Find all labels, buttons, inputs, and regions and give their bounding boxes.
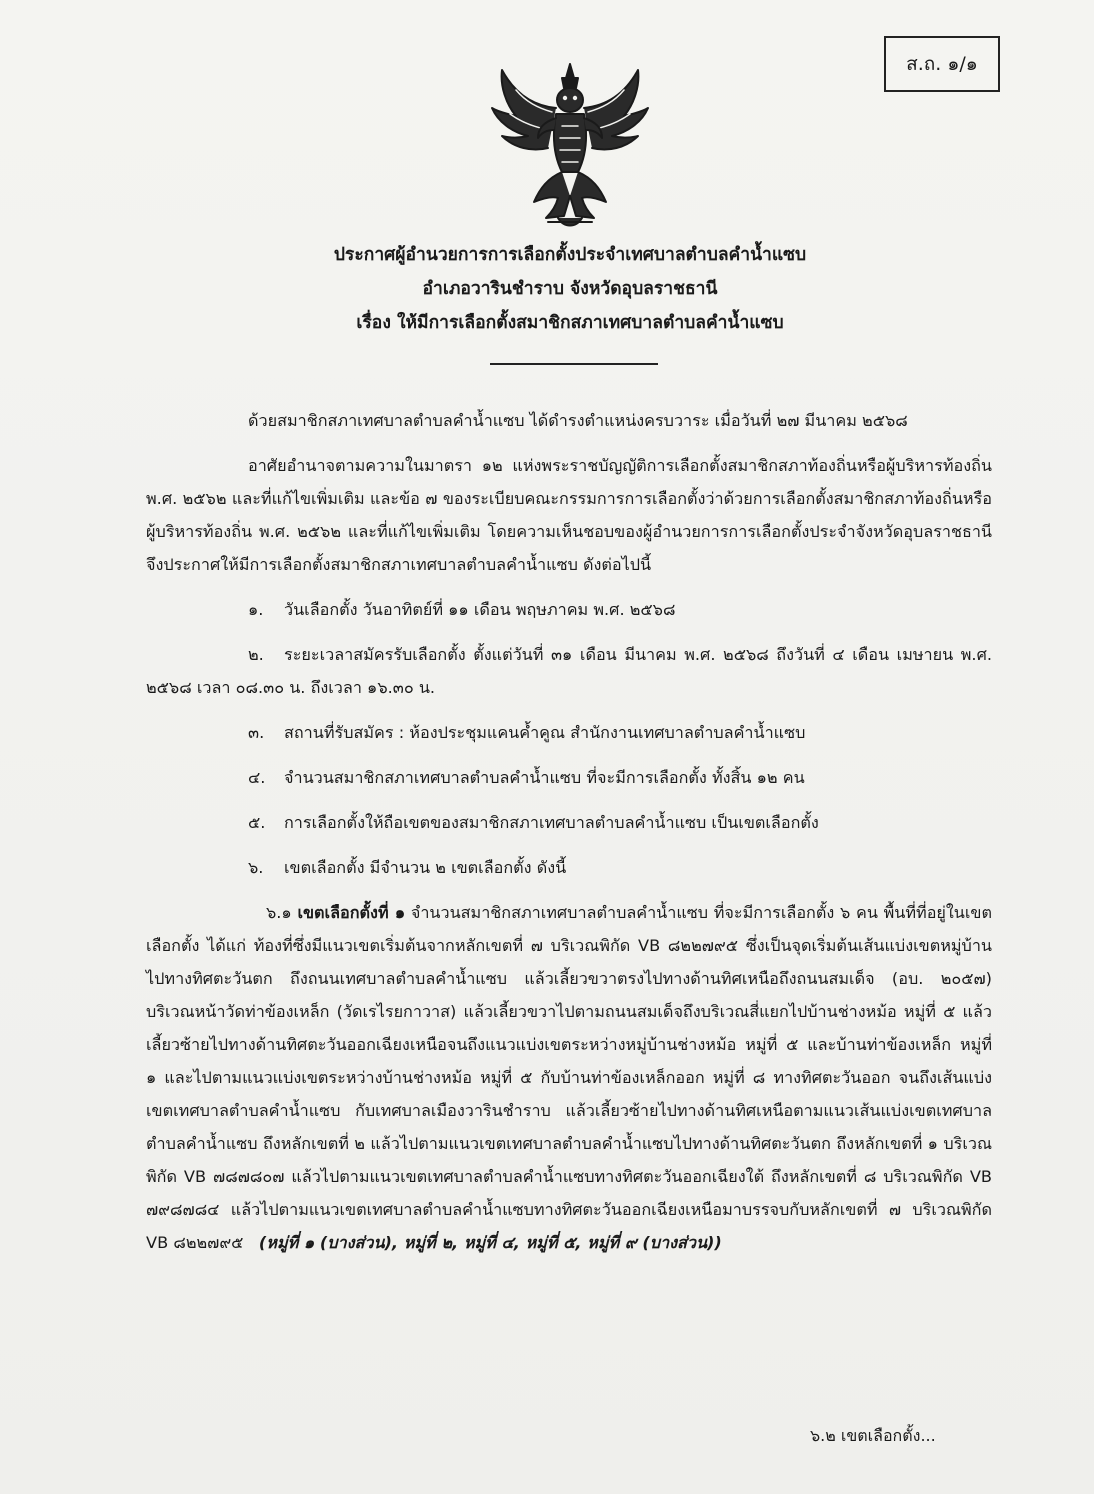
form-code-label: ส.ถ. ๑/๑ [906,53,978,75]
district-number: ๖.๑ [266,903,292,922]
district-1-paragraph [146,896,992,1259]
list-item-text: จำนวนสมาชิกสภาเทศบาลตำบลคำน้ำแซบ ที่จะมีการเลือกตั้ง ทั้งสิ้น ๑๒ คน [284,768,805,787]
announcement-body [146,404,992,1271]
list-item [146,851,992,884]
paragraph-term-end: ด้วยสมาชิกสภาเทศบาลตำบลคำน้ำแซบ ได้ดำรงตำแหน่งครบวาระ เมื่อวันที่ ๒๗ มีนาคม ๒๕๖๘ [248,411,908,430]
district-description: จำนวนสมาชิกสภาเทศบาลตำบลคำน้ำแซบ ที่จะมีการเลือกตั้ง ๖ คน พื้นที่ที่อยู่ในเขตเลือกตั้ง ได้แก่ ท้องที่ซึ่งมีแนวเขตเริ่มต้นจากหลักเขตที่ ๗ บริเวณพิกัด VB ๘๒๒๗๙๕ ซึ่งเป็นจุดเริ่มต้นเส้นแบ่งเขตหมู่บ้านไปทางทิศตะวันตก ถึงถนนเทศบาลตำบลคำน้ำแซบ แล้วเลี้ยวขวาตรงไปทางด้านทิศเหนือถึงถนนสมเด็จ (อบ. ๒๐๕๗) บริเวณหน้าวัดท่าข้องเหล็ก (วัดเรไรยกาวาส) แล้วเลี้ยวขวาไปตามถนนสมเด็จถึงบริเวณสี่แยกไปบ้านช่างหม้อ หมู่ที่ ๕ แล้วเลี้ยวซ้ายไปทางด้านทิศตะวันออกเฉียงเหนือจนถึงแนวแบ่งเขตระหว่างหมู่บ้านช่างหม้อ หมู่ที่ ๕ และบ้านท่าข้องเหล็ก หมู่ที่ ๑ และไปตามแนวแบ่งเขตระหว่างบ้านช่างหม้อ หมู่ที่ ๕ กับบ้านท่าข้องเหล็กออก หมู่ที่ ๘ ทางทิศตะวันออก จนถึงเส้นแบ่งเขตเทศบาลตำบลคำน้ำแซบ กับเทศบาลเมืองวารินชำราบ แล้วเลี้ยวซ้ายไปทางด้านทิศเหนือตามแนวเส้นแบ่งเขตเทศบาลตำบลคำน้ำแซบ ถึงหลักเขตที่ ๒ แล้วไปตามแนวเขตเทศบาลตำบลคำน้ำแซบไปทางด้านทิศตะวันตก ถึงหลักเขตที่ ๑ บริเวณพิกัด VB ๗๘๗๘๐๗ แล้วไปตามแนวเขตเทศบาลตำบลคำน้ำแซบทางทิศตะวันออกเฉียงใต้ ถึงหลักเขตที่ ๘ บริเวณพิกัด VB ๗๙๘๗๘๔ แล้วไปตามแนวเขตเทศบาลตำบลคำน้ำแซบทางทิศตะวันออกเฉียงเหนือมาบรรจบกับหลักเขตที่ ๗ บริเวณพิกัด VB ๘๒๒๗๙๕ [146,903,992,1252]
paragraph-legal-basis: อาศัยอำนาจตามความในมาตรา ๑๒ แห่งพระราชบัญญัติการเลือกตั้งสมาชิกสภาท้องถิ่นหรือผู้บริหารท้องถิ่น พ.ศ. ๒๕๖๒ และที่แก้ไขเพิ่มเติม และข้อ ๗ ของระเบียบคณะกรรมการการเลือกตั้งว่าด้วยการเลือกตั้งสมาชิกสภาท้องถิ่นหรือผู้บริหารท้องถิ่น พ.ศ. ๒๕๖๒ และที่แก้ไขเพิ่มเติม โดยความเห็นชอบของผู้อำนวยการการเลือกตั้งประจำจังหวัดอุบลราชธานี จึงประกาศให้มีการเลือกตั้งสมาชิกสภาเทศบาลตำบลคำน้ำแซบ ดังต่อไปนี้ [146,456,992,574]
district-heading: เขตเลือกตั้งที่ ๑ [297,903,406,922]
list-item-number: ๔. [248,768,266,787]
list-item-number: ๒. [248,645,264,664]
list-item [146,761,992,794]
title-line-2: อำเภอวารินชำราบ จังหวัดอุบลราชธานี [422,279,718,299]
list-item-text: วันเลือกตั้ง วันอาทิตย์ที่ ๑๑ เดือน พฤษภาคม พ.ศ. ๒๕๖๘ [284,600,676,619]
list-item [146,716,992,749]
list-item-number: ๓. [248,723,265,742]
list-item [146,638,992,704]
list-item-text: ระยะเวลาสมัครรับเลือกตั้ง ตั้งแต่วันที่ ๓๑ เดือน มีนาคม พ.ศ. ๒๕๖๘ ถึงวันที่ ๔ เดือน เมษายน พ.ศ. ๒๕๖๘ เวลา ๐๘.๓๐ น. ถึงเวลา ๑๖.๓๐ น. [146,645,992,697]
form-code-box [884,36,1000,92]
list-item [146,806,992,839]
list-item [146,593,992,626]
district-villages: (หมู่ที่ ๑ (บางส่วน), หมู่ที่ ๒, หมู่ที่ ๔, หมู่ที่ ๕, หมู่ที่ ๙ (บางส่วน)) [258,1233,722,1252]
title-divider [490,363,658,365]
title-line-3: เรื่อง ให้มีการเลือกตั้งสมาชิกสภาเทศบาลตำบลคำน้ำแซบ [356,313,784,333]
continued-marker: ๖.๒ เขตเลือกตั้ง... [810,1426,936,1445]
title-line-1: ประกาศผู้อำนวยการการเลือกตั้งประจำเทศบาลตำบลคำน้ำแซบ [333,245,807,265]
announcement-title [140,238,1000,340]
list-item-text: สถานที่รับสมัคร : ห้องประชุมแคนค้ำคูณ สำนักงานเทศบาลตำบลคำน้ำแซบ [284,723,806,742]
list-item-number: ๖. [248,858,264,877]
list-item-text: เขตเลือกตั้ง มีจำนวน ๒ เขตเลือกตั้ง ดังนี้ [284,858,567,877]
list-item-number: ๑. [248,600,264,619]
list-item-text: การเลือกตั้งให้ถือเขตของสมาชิกสภาเทศบาลตำบลคำน้ำแซบ เป็นเขตเลือกตั้ง [284,813,819,832]
list-item-number: ๕. [248,813,266,832]
garuda-emblem-icon [486,56,654,234]
